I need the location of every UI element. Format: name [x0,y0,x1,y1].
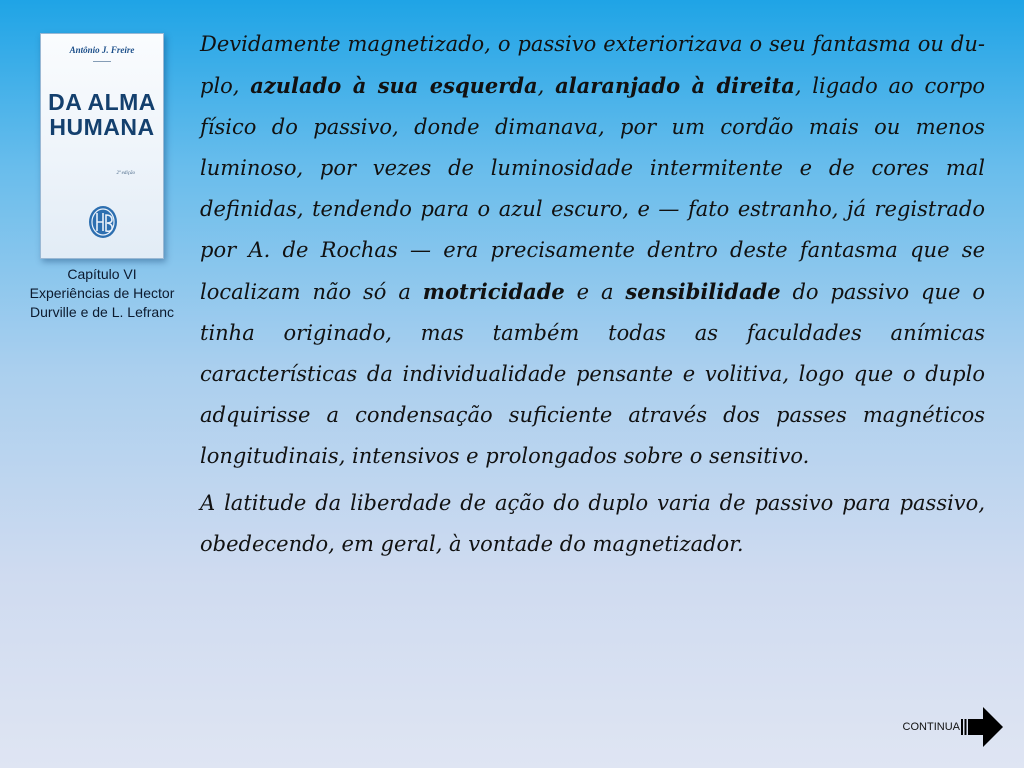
book-caption [12,265,192,322]
p1-bold-left-blue: azulado à sua esquerda [250,73,538,98]
book-publisher-line: ▬▬▬▬▬▬ [93,59,111,63]
main-text [200,24,985,565]
publisher-logo-icon [87,204,119,240]
p1-bold-right-orange: alaranjado à direita [555,73,795,98]
caption-line3: Durville e de L. Lefranc [30,304,174,320]
book-cover [40,33,164,259]
p1-text-2: , [537,74,556,98]
continue-label: CONTINUA [902,721,960,733]
p1-bold-sensibilidade: sensibilidade [625,279,781,304]
book-edition: 2ª edição [116,171,135,176]
p1-bold-motricidade: motricidade [422,279,565,304]
p1-text-5: do passivo que o tinha originado, mas também todas as faculdades anímicas características da individualidade pensante e volitiva, logo que o duplo adquirisse a condensação suficiente através dos passes magnéticos longitudinais, intensivos e prolongados sobre o sensitivo. [200,280,985,468]
book-title-line2: HUMANA [49,114,155,140]
arrow-right-icon [961,705,1004,749]
caption-chapter: Capítulo VI [67,266,137,282]
p1-text-3: , ligado ao corpo físico do passivo, donde dimanava, por um cordão mais ou menos luminoso, por vezes de luminosidade intermitente e de cores mal definidas, tendendo para o azul escuro, e — fato estranho, já registrado por A. de Rochas — era precisamente dentro deste fantasma que se localizam não só a [200,74,985,304]
caption-line2: Experiências de Hector [29,285,175,301]
paragraph-1 [200,24,985,477]
p1-text-1: Devidamente magnetizado, o passivo exteriorizava o seu fantasma ou du-plo, [200,32,985,98]
book-title [41,90,163,140]
book-author: Antônio J. Freire [69,45,135,55]
continue-button[interactable] [903,705,1004,749]
p1-text-4: e a [564,280,626,304]
paragraph-2: A latitude da liberdade de ação do duplo varia de passivo para passivo, obedecendo, em geral, à vontade do magnetizador. [200,491,985,556]
book-title-line1: DA ALMA [48,89,156,115]
